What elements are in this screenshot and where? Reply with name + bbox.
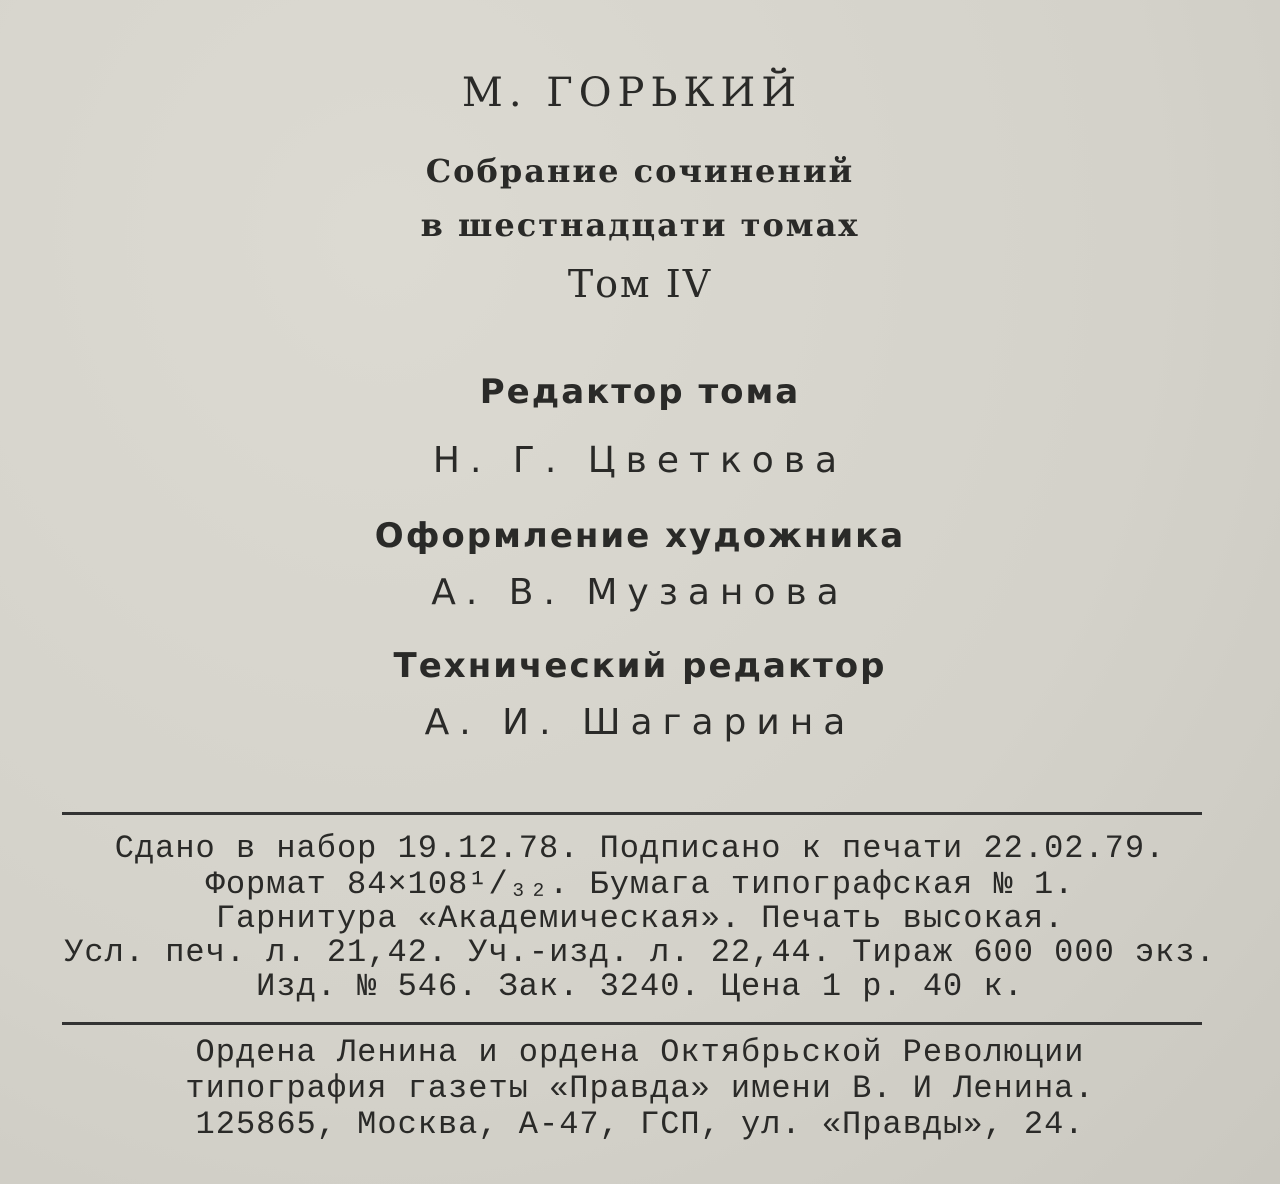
credit-role-artist: Оформление художника	[374, 516, 906, 556]
printer-line-3: 125865, Москва, А-47, ГСП, ул. «Правды», 24.	[195, 1106, 1085, 1143]
imprint-line-5: Изд. № 546. Зак. 3240. Цена 1 р. 40 к.	[256, 968, 1024, 1005]
divider-middle	[62, 1022, 1202, 1025]
imprint-line-4: Усл. печ. л. 21,42. Уч.-изд. л. 22,44. Тираж 600 000 экз.	[64, 934, 1216, 971]
author-name: М. ГОРЬКИЙ	[461, 70, 803, 116]
imprint-line-2: Формат 84×108¹/₃₂. Бумага типографская № 1.	[205, 866, 1075, 903]
divider-top	[62, 812, 1202, 815]
imprint-line-1: Сдано в набор 19.12.78. Подписано к печати 22.02.79.	[114, 830, 1166, 867]
collection-title-line1: Собрание сочинений	[425, 152, 855, 190]
credit-name-artist: А. В. Музанова	[431, 572, 849, 613]
printer-line-2: типография газеты «Правда» имени В. И Ленина.	[185, 1070, 1095, 1107]
collection-title-line2: в шестнадцати томах	[420, 206, 860, 244]
printer-line-1: Ордена Ленина и ордена Октябрьской Революции	[195, 1034, 1085, 1071]
credit-name-volume-editor: Н. Г. Цветкова	[432, 440, 848, 481]
volume-number: Том IV	[567, 262, 713, 306]
imprint-line-3: Гарнитура «Академическая». Печать высокая.	[215, 900, 1065, 937]
credit-role-technical-editor: Технический редактор	[393, 646, 887, 686]
credit-name-technical-editor: А. И. Шагарина	[424, 702, 856, 743]
credit-role-volume-editor: Редактор тома	[479, 372, 801, 412]
